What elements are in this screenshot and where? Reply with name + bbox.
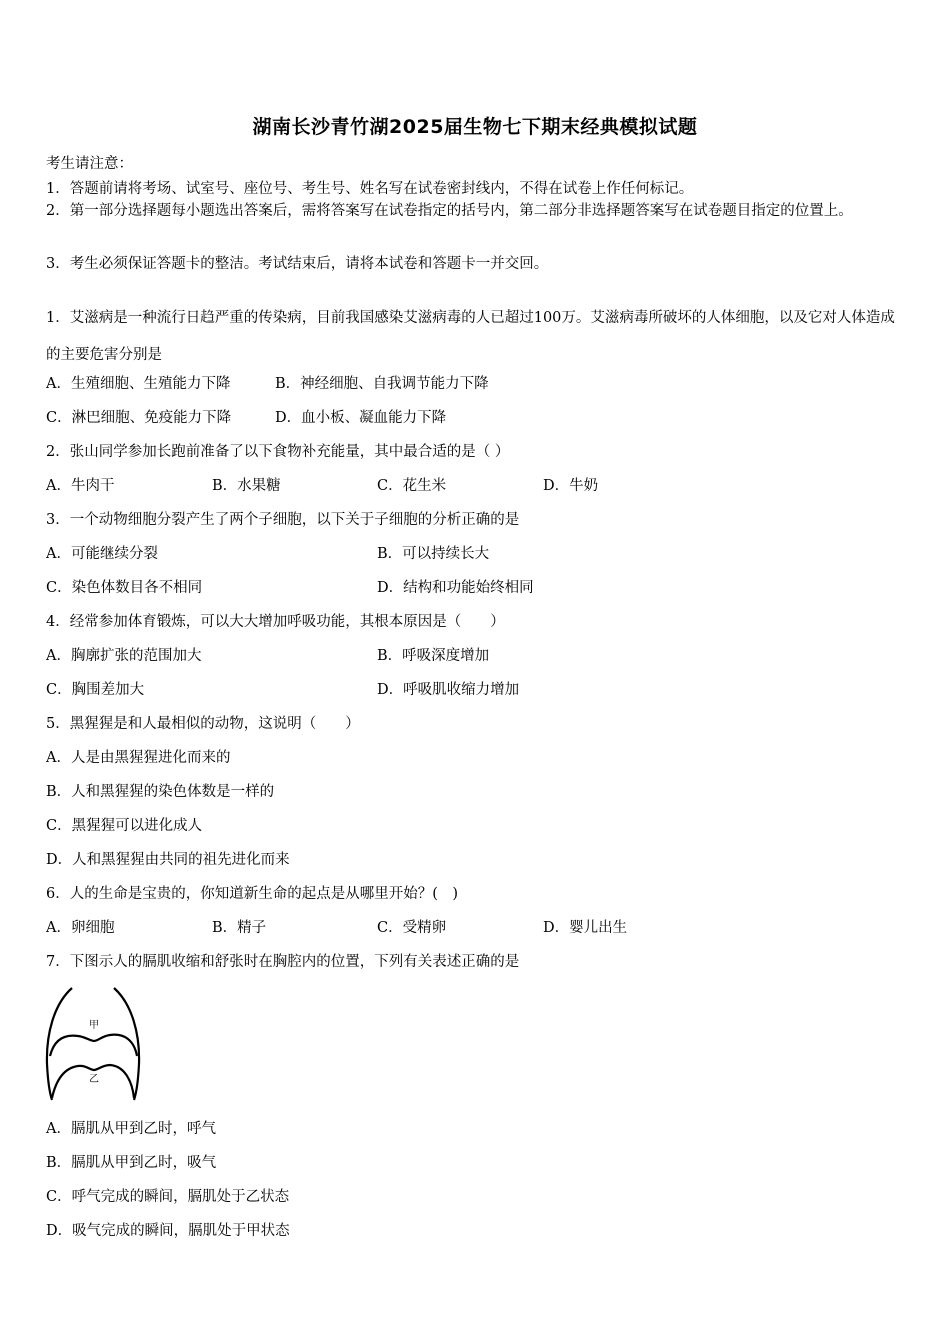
question-2-option-a: A．牛肉干 [46, 478, 115, 494]
notice-item-3: 3．考生必须保证答题卡的整洁。考试结束后，请将本试卷和答题卡一并交回。 [46, 256, 549, 272]
question-7-option-a: A．膈肌从甲到乙时，呼气 [46, 1121, 216, 1137]
question-3-option-b: B．可以持续长大 [377, 546, 490, 562]
question-5-stem: 5．黑猩猩是和人最相似的动物，这说明（ ） [46, 716, 360, 732]
question-3-option-d: D．结构和功能始终相同 [377, 580, 534, 596]
question-1-option-b: B．神经细胞、自我调节能力下降 [275, 376, 489, 392]
page-title: 湖南长沙青竹湖2025届生物七下期末经典模拟试题 [252, 116, 698, 138]
question-4-stem: 4．经常参加体育锻炼，可以大大增加呼吸功能，其根本原因是（ ） [46, 614, 505, 630]
notice-heading: 考生请注意： [46, 156, 133, 172]
question-7-stem: 7．下图示人的膈肌收缩和舒张时在胸腔内的位置，下列有关表述正确的是 [46, 954, 520, 970]
question-7-option-d: D．吸气完成的瞬间，膈肌处于甲状态 [46, 1223, 290, 1239]
question-6-stem: 6．人的生命是宝贵的，你知道新生命的起点是从哪里开始？( ) [46, 886, 459, 902]
question-5-option-a: A．人是由黑猩猩进化而来的 [46, 750, 231, 766]
chest-wall-left [47, 988, 72, 1100]
question-1-stem: 1．艾滋病是一种流行日趋严重的传染病，目前我国感染艾滋病毒的人已超过100万。艾滋病毒所破坏的人体细胞，以及它对人体造成的主要危害分别是 [46, 310, 895, 363]
question-2-option-c: C．花生米 [377, 478, 447, 494]
question-5-option-b: B．人和黑猩猩的染色体数是一样的 [46, 784, 275, 800]
question-7-option-b: B．膈肌从甲到乙时，吸气 [46, 1155, 217, 1171]
question-5-option-d: D．人和黑猩猩由共同的祖先进化而来 [46, 852, 290, 868]
question-4-option-a: A．胸廓扩张的范围加大 [46, 648, 202, 664]
question-1-option-a: A．生殖细胞、生殖能力下降 [46, 376, 231, 392]
question-7-option-c: C．呼气完成的瞬间，膈肌处于乙状态 [46, 1189, 290, 1205]
question-6-option-b: B．精子 [212, 920, 267, 936]
question-2-option-b: B．水果糖 [212, 478, 281, 494]
diaphragm-diagram [42, 984, 144, 1104]
notice-item-2: 2．第一部分选择题每小题选出答案后，需将答案写在试卷指定的括号内，第二部分非选择题答案写在试卷题目指定的位置上。 [46, 203, 853, 219]
label-yi: 乙 [89, 1074, 99, 1085]
question-3-stem: 3．一个动物细胞分裂产生了两个子细胞，以下关于子细胞的分析正确的是 [46, 512, 520, 528]
question-3-option-c: C．染色体数目各不相同 [46, 580, 203, 596]
question-1-option-d: D．血小板、凝血能力下降 [275, 410, 447, 426]
label-jia: 甲 [89, 1020, 99, 1031]
question-4-option-d: D．呼吸肌收缩力增加 [377, 682, 520, 698]
question-6-option-a: A．卵细胞 [46, 920, 115, 936]
question-1-option-c: C．淋巴细胞、免疫能力下降 [46, 410, 232, 426]
question-4-option-b: B．呼吸深度增加 [377, 648, 490, 664]
question-6-option-d: D．婴儿出生 [543, 920, 628, 936]
question-2-stem: 2．张山同学参加长跑前准备了以下食物补充能量，其中最合适的是（ ） [46, 444, 510, 460]
question-3-option-a: A．可能继续分裂 [46, 546, 158, 562]
chest-wall-right [114, 988, 139, 1100]
notice-item-1: 1．答题前请将考场、试室号、座位号、考生号、姓名写在试卷密封线内，不得在试卷上作任何标记。 [46, 181, 694, 197]
question-5-option-c: C．黑猩猩可以进化成人 [46, 818, 203, 834]
question-6-option-c: C．受精卵 [377, 920, 447, 936]
question-2-option-d: D．牛奶 [543, 478, 599, 494]
diaphragm-upper [50, 1035, 137, 1056]
question-4-option-c: C．胸围差加大 [46, 682, 145, 698]
